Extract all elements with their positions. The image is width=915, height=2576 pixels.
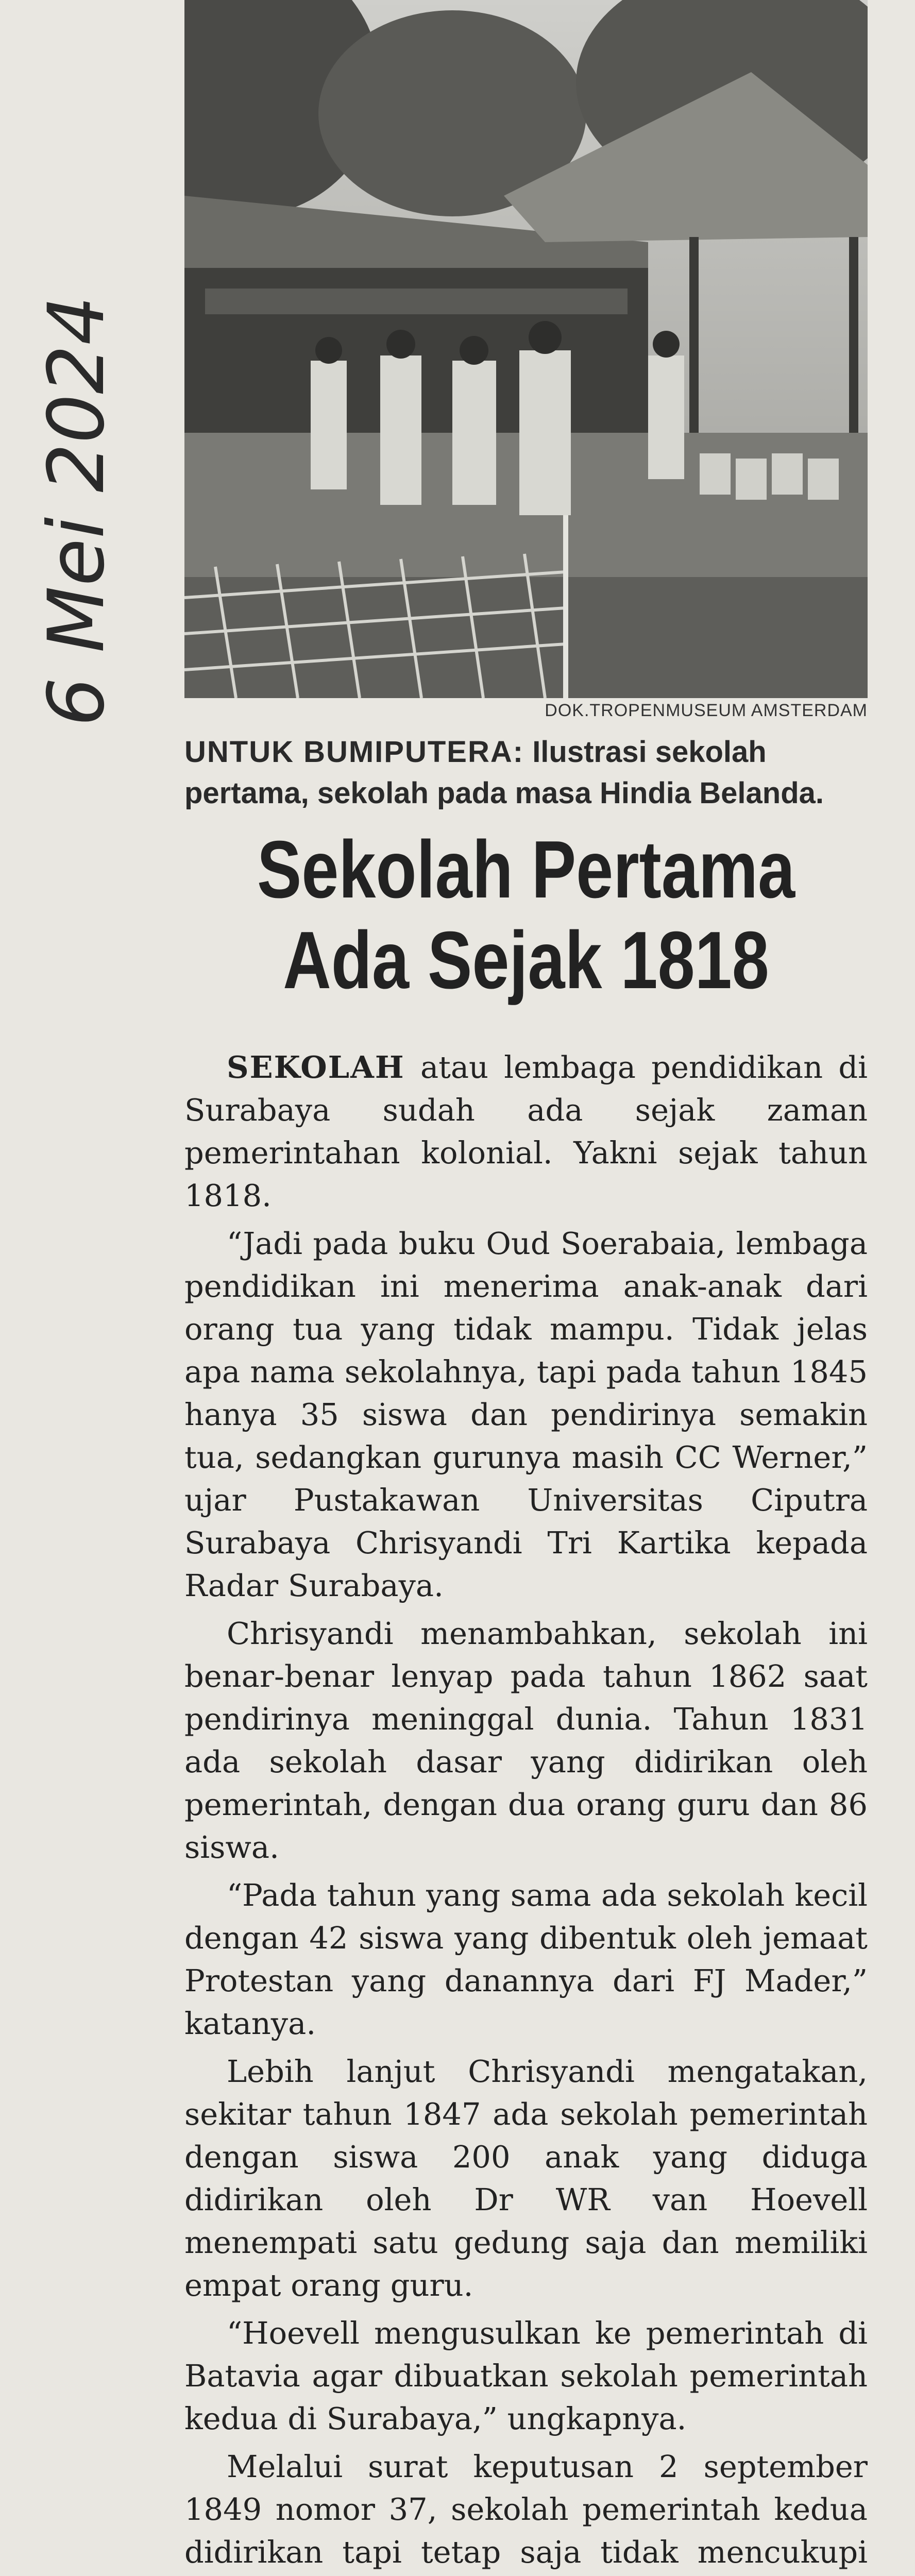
headline-line-1: Sekolah Pertama: [257, 824, 795, 915]
paragraph: [184, 1046, 868, 1217]
paragraph: Lebih lanjut Chrisyandi mengatakan, sekitar tahun 1847 ada sekolah pemerintah dengan siswa 200 anak yang diduga didirikan oleh Dr WR van Hoevell menempati satu gedung saja dan memiliki empat orang guru.: [184, 2054, 868, 2303]
paragraph-text: atau lembaga pendidikan di Surabaya sudah ada sejak zaman pemerintahan kolonial. Yakni sejak tahun 1818.: [184, 1049, 868, 1213]
article-photo: [184, 0, 868, 698]
paragraph: Chrisyandi menambahkan, sekolah ini benar-benar lenyap pada tahun 1862 saat pendirinya meninggal dunia. Tahun 1831 ada sekolah dasar yang didirikan oleh pemerintah, dengan dua orang guru dan 86 siswa.: [184, 1616, 868, 1865]
headline-line-2: Ada Sejak 1818: [283, 915, 769, 1006]
caption-text: Ilustrasi sekolah pertama, sekolah pada masa Hindia Belanda.: [184, 735, 824, 810]
paragraph: “Pada tahun yang sama ada sekolah kecil dengan 42 siswa yang dibentuk oleh jemaat Protestan yang danannya dari FJ Mader,” katanya.: [184, 1877, 868, 2041]
photo-caption: [184, 732, 868, 814]
school-photo-illustration: [184, 0, 868, 698]
lead-word: SEKOLAH: [227, 1049, 405, 1085]
handwritten-date: [31, 196, 134, 737]
handwritten-date-text: 6 Mei 2024: [32, 296, 122, 726]
photo-credit: DOK.TROPENMUSEUM AMSTERDAM: [545, 701, 868, 720]
headline: [246, 824, 806, 1006]
paragraph: “Hoevell mengusulkan ke pemerintah di Batavia agar dibuatkan sekolah pemerintah kedua di Surabaya,” ungkapnya.: [184, 2315, 868, 2436]
paragraph: “Jadi pada buku Oud Soerabaia, lembaga pendidikan ini menerima anak-anak dari orang tua yang tidak mampu. Tidak jelas apa nama sekolahnya, tapi pada tahun 1845 hanya 35 siswa dan pendirinya semakin tua, sedangkan gurunya masih CC Werner,” ujar Pustakawan Universitas Ciputra Surabaya Chrisyandi Tri Kartika kepada Radar Surabaya.: [184, 1226, 868, 1603]
caption-kicker: UNTUK BUMIPUTERA:: [184, 735, 524, 769]
paragraph: Melalui surat keputusan 2 september 1849 nomor 37, sekolah pemerintah kedua didirikan tapi tetap saja tidak mencukupi: [184, 2449, 868, 2570]
article-body: [184, 1046, 868, 2576]
